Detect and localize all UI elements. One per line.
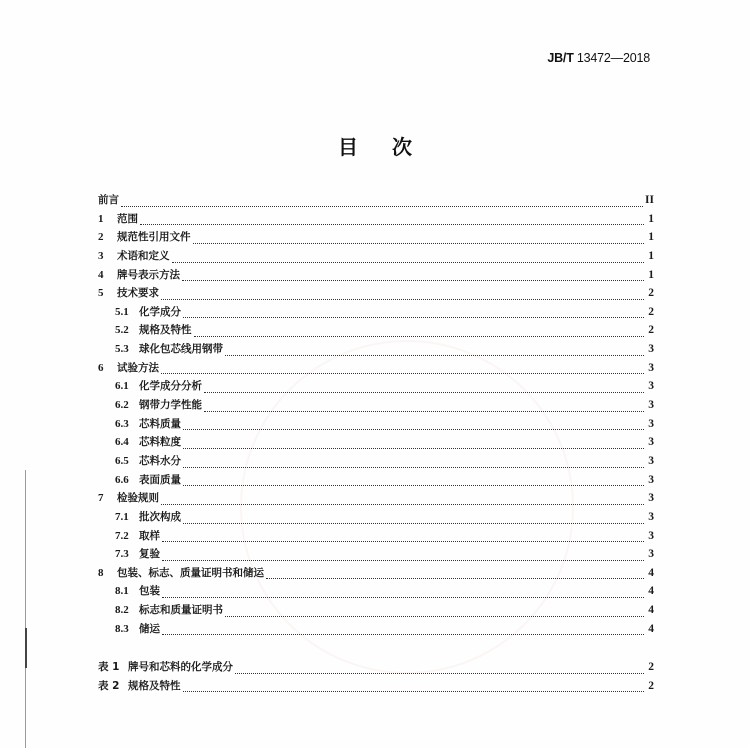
toc-page-number: 4 — [648, 585, 654, 598]
toc-subentry[interactable] — [98, 396, 654, 415]
toc-entry-label: 包装、标志、质量证明书和储运 — [117, 566, 264, 579]
toc-entry-number: 6.6 — [115, 473, 129, 486]
toc-entry-label: 试验方法 — [117, 361, 159, 374]
toc-entry-number: 7.1 — [115, 510, 129, 523]
dot-leader — [183, 429, 644, 430]
toc-subentry[interactable] — [98, 321, 654, 340]
toc-page-number: 3 — [648, 417, 654, 430]
toc-entry-label: 球化包芯线用钢带 — [139, 343, 223, 356]
toc-entry-number: 1 — [98, 212, 104, 225]
toc-page-number: 4 — [648, 622, 654, 635]
toc-entry-label: 标志和质量证明书 — [139, 604, 223, 617]
toc-entry-number: 4 — [98, 268, 104, 281]
dot-leader — [193, 243, 645, 244]
dot-leader — [266, 578, 644, 579]
toc-entry-label: 范围 — [117, 212, 138, 225]
toc-page-number: 3 — [648, 473, 654, 486]
table-of-contents — [98, 191, 654, 638]
toc-page-number: 3 — [648, 492, 654, 505]
toc-subentry[interactable] — [98, 545, 654, 564]
dot-leader — [140, 224, 644, 225]
dot-leader — [183, 467, 644, 468]
toc-entry-number: 8.1 — [115, 585, 129, 598]
toc-entry-number: 5.3 — [115, 343, 129, 356]
toc-subentry[interactable] — [98, 508, 654, 527]
dot-leader — [183, 691, 645, 692]
toc-entry-label: 化学成分 — [139, 305, 181, 318]
toc-page-number: 2 — [648, 324, 654, 337]
standard-number — [547, 51, 650, 65]
toc-page-number: 3 — [648, 343, 654, 356]
dot-leader — [161, 504, 644, 505]
toc-entry-number: 6.5 — [115, 454, 129, 467]
toc-entry-number: 2 — [98, 231, 104, 244]
toc-entry-number: 7 — [98, 492, 104, 505]
toc-entry-number: 8 — [98, 566, 104, 579]
toc-entry-number: 6.1 — [115, 380, 129, 393]
toc-entry-number: 6.2 — [115, 399, 129, 412]
toc-page-number: 3 — [648, 380, 654, 393]
toc-page-number: 1 — [648, 249, 654, 262]
toc-page-number: 3 — [648, 361, 654, 374]
toc-entry-label: 检验规则 — [117, 492, 159, 505]
toc-entry-label: 芯料水分 — [139, 454, 181, 467]
toc-entry-label: 取样 — [139, 529, 160, 542]
dot-leader — [161, 299, 644, 300]
toc-page-number: II — [645, 194, 654, 206]
toc-page-number: 3 — [648, 436, 654, 449]
dot-leader — [183, 485, 644, 486]
toc-entry-number: 5 — [98, 287, 104, 300]
toc-page-number: 1 — [648, 231, 654, 244]
toc-page-number: 1 — [648, 268, 654, 281]
toc-page-number: 4 — [648, 604, 654, 617]
dot-leader — [182, 280, 644, 281]
toc-entry-number: 7.3 — [115, 548, 129, 561]
toc-entry-label: 技术要求 — [117, 287, 159, 300]
list-of-tables — [98, 658, 654, 695]
toc-entry-label: 表面质量 — [139, 473, 181, 486]
table-entry[interactable] — [98, 677, 654, 696]
dot-leader — [183, 317, 644, 318]
toc-subentry[interactable] — [98, 471, 654, 490]
toc-entry-label: 芯料质量 — [139, 417, 181, 430]
table-entry[interactable] — [98, 658, 654, 677]
toc-subentry[interactable] — [98, 415, 654, 434]
toc-subentry[interactable] — [98, 620, 654, 639]
toc-subentry[interactable] — [98, 340, 654, 359]
toc-entry-label: 术语和定义 — [117, 249, 170, 262]
dot-leader — [162, 560, 644, 561]
dot-leader — [235, 673, 644, 674]
dot-leader — [162, 597, 644, 598]
toc-subentry[interactable] — [98, 527, 654, 546]
toc-entry-label: 牌号表示方法 — [117, 268, 180, 281]
standard-number-value: 13472—2018 — [576, 51, 650, 65]
toc-subentry[interactable] — [98, 452, 654, 471]
toc-entry[interactable] — [98, 284, 654, 303]
toc-page-number: 4 — [648, 566, 654, 579]
toc-entry[interactable] — [98, 210, 654, 229]
toc-entry-label: 芯料粒度 — [139, 436, 181, 449]
dot-leader — [162, 634, 644, 635]
toc-entry[interactable] — [98, 266, 654, 285]
dot-leader — [183, 523, 644, 524]
toc-page-number: 3 — [648, 529, 654, 542]
toc-entry-number: 6.4 — [115, 436, 129, 449]
dot-leader — [204, 392, 644, 393]
toc-entry[interactable] — [98, 359, 654, 378]
toc-subentry[interactable] — [98, 303, 654, 322]
table-entry-number: 表 2 — [98, 679, 120, 692]
toc-page-number: 3 — [648, 454, 654, 467]
dot-leader — [161, 373, 644, 374]
toc-page-number: 2 — [648, 305, 654, 318]
dot-leader — [172, 262, 645, 263]
toc-entry[interactable] — [98, 564, 654, 583]
dot-leader — [225, 616, 644, 617]
toc-entry-label: 批次构成 — [139, 510, 181, 523]
toc-page-number: 3 — [648, 399, 654, 412]
toc-entry-foreword[interactable] — [98, 191, 654, 210]
toc-entry-label: 规格及特性 — [139, 324, 192, 337]
toc-page-number: 3 — [648, 510, 654, 523]
table-entry-label: 牌号和芯料的化学成分 — [128, 661, 233, 673]
page-edge-line — [25, 470, 26, 748]
toc-subentry[interactable] — [98, 601, 654, 620]
toc-subentry[interactable] — [98, 377, 654, 396]
table-page-number: 2 — [648, 661, 654, 673]
standard-number-prefix: JB/T — [547, 51, 574, 65]
dot-leader — [204, 411, 644, 412]
dot-leader — [121, 206, 643, 207]
toc-entry-number: 5.1 — [115, 305, 129, 318]
toc-entry[interactable] — [98, 228, 654, 247]
toc-subentry[interactable] — [98, 433, 654, 452]
dot-leader — [162, 541, 644, 542]
toc-entry-number: 6 — [98, 361, 104, 374]
toc-entry-number: 5.2 — [115, 324, 129, 337]
table-page-number: 2 — [648, 679, 654, 692]
toc-entry-number: 8.3 — [115, 622, 129, 635]
page-title — [0, 131, 750, 160]
toc-entry-number: 8.2 — [115, 604, 129, 617]
toc-entry[interactable] — [98, 489, 654, 508]
dot-leader — [225, 355, 644, 356]
toc-subentry[interactable] — [98, 582, 654, 601]
toc-entry-label: 储运 — [139, 622, 160, 635]
toc-page-number: 3 — [648, 548, 654, 561]
toc-entry-label: 包装 — [139, 585, 160, 598]
title-char-1: 目 — [338, 135, 358, 159]
toc-entry-label: 前言 — [98, 194, 119, 206]
toc-page-number: 2 — [648, 287, 654, 300]
dot-leader — [194, 336, 645, 337]
toc-entry-label: 复验 — [139, 548, 160, 561]
toc-entry-number: 3 — [98, 249, 104, 262]
toc-page-number: 1 — [648, 212, 654, 225]
toc-entry-number: 6.3 — [115, 417, 129, 430]
toc-entry[interactable] — [98, 247, 654, 266]
table-entry-number: 表 1 — [98, 661, 120, 673]
title-char-2: 次 — [392, 135, 412, 159]
dot-leader — [183, 448, 644, 449]
toc-entry-label: 化学成分分析 — [139, 380, 202, 393]
table-entry-label: 规格及特性 — [128, 679, 181, 692]
toc-entry-label: 钢带力学性能 — [139, 399, 202, 412]
toc-entry-label: 规范性引用文件 — [117, 231, 191, 244]
toc-entry-number: 7.2 — [115, 529, 129, 542]
